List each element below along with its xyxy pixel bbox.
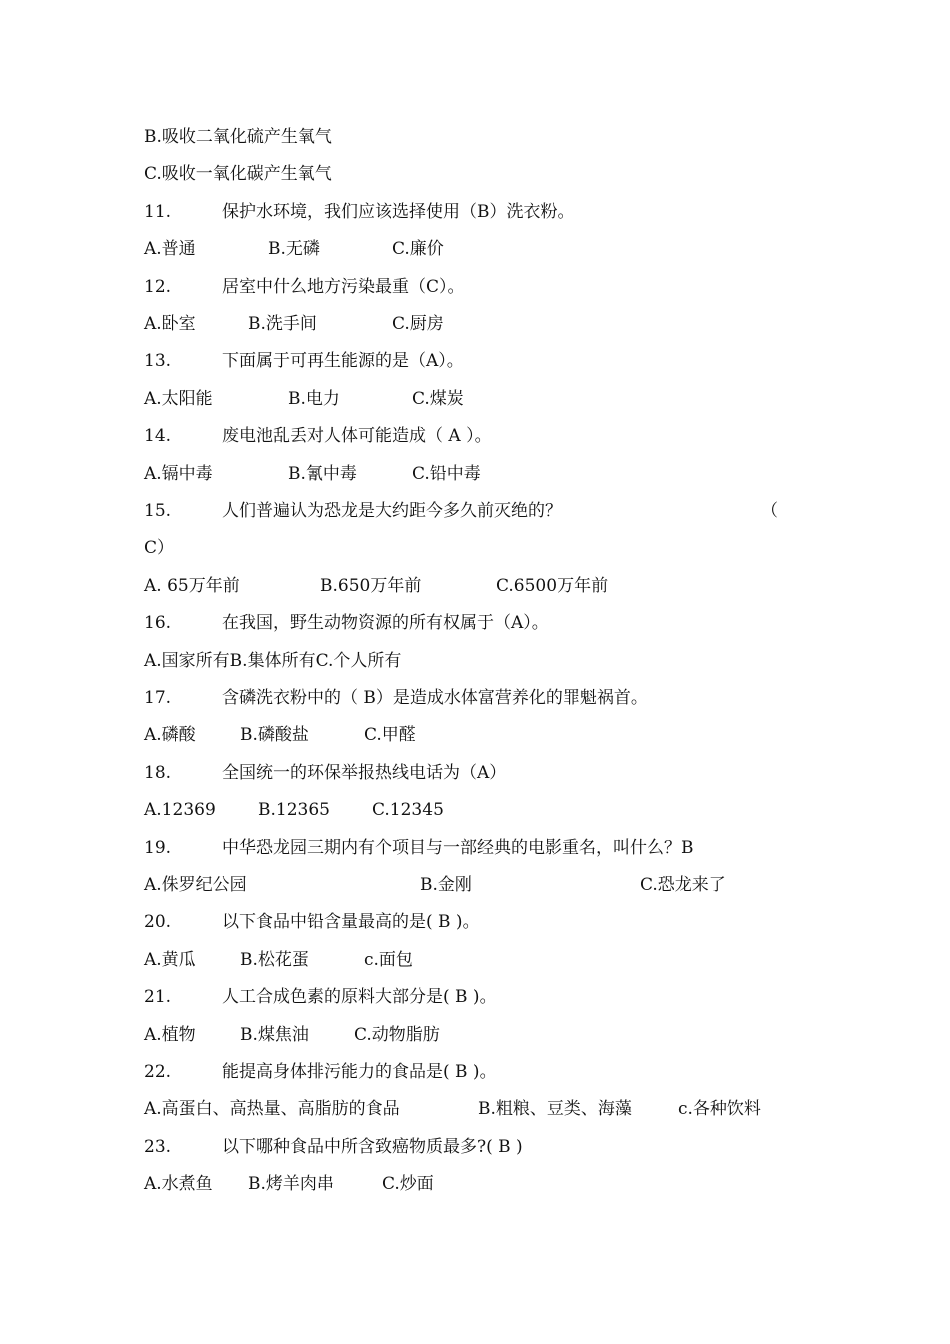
answer-option: B.烤羊肉串 [248, 1174, 334, 1195]
question-line [144, 686, 784, 710]
answer-option: B.煤焦油 [240, 1024, 309, 1045]
answer-option: B.650万年前 [320, 575, 422, 596]
question-line [144, 275, 784, 299]
answer-option: B.吸收二氧化硫产生氧气 [144, 127, 332, 147]
answer-option: A.太阳能 [144, 388, 213, 409]
answer-option: C.吸收一氧化碳产生氧气 [144, 164, 332, 185]
answer-option: C.12345 [372, 800, 444, 821]
question-line [144, 349, 784, 373]
question-number: 15. [144, 501, 172, 521]
answer-option: B.无磷 [268, 239, 320, 260]
question-number: 14. [144, 426, 172, 447]
answer-option: B.电力 [288, 388, 340, 409]
answer-option: c.各种饮料 [678, 1099, 761, 1120]
answer-option: A.水煮鱼 [144, 1174, 213, 1195]
question-number: 20. [144, 912, 172, 933]
answer-option: C.铅中毒 [412, 463, 481, 484]
question-line [144, 1060, 784, 1084]
answer-option: A.磷酸 [144, 725, 196, 746]
question-line [144, 836, 784, 860]
answer-option: A.植物 [144, 1024, 196, 1045]
question-number: 11. [144, 201, 172, 222]
options-line [144, 1023, 784, 1047]
answer-option: B.洗手间 [248, 314, 317, 334]
options-line [144, 798, 784, 822]
options-line [144, 574, 784, 598]
answer-option: C.6500万年前 [496, 575, 609, 596]
options-line [144, 649, 784, 673]
options-line [144, 237, 784, 261]
answer-option: A. 65万年前 [144, 575, 240, 596]
question-number: 12. [144, 276, 172, 297]
answer-option: C.动物脂肪 [354, 1024, 440, 1045]
question-number: 13. [144, 351, 172, 372]
question-number: 16. [144, 613, 172, 634]
question-text: 以下哪种食品中所含致癌物质最多?( B ) [222, 1136, 523, 1157]
answer-option: A.黄瓜 [144, 949, 196, 970]
question-number: 17. [144, 688, 172, 708]
answer-option: A.12369 [144, 800, 216, 821]
answer-option: A.卧室 [144, 314, 196, 334]
answer-option: B.粗粮、豆类、海藻 [478, 1099, 632, 1120]
answer-option: B.磷酸盐 [240, 725, 309, 746]
answer-option: A.侏罗纪公园 [144, 875, 247, 895]
question-text: 全国统一的环保举报热线电话为（A） [222, 762, 507, 783]
question-line [144, 1135, 784, 1159]
question-text: 保护水环境，我们应该选择使用（B）洗衣粉。 [222, 201, 575, 222]
question-line [144, 499, 784, 523]
answer-option: B.12365 [258, 800, 330, 821]
question-line [144, 761, 784, 785]
options-line [144, 536, 784, 560]
options-line [144, 1097, 784, 1121]
question-number: 23. [144, 1136, 172, 1157]
answer-option: C.煤炭 [412, 388, 464, 409]
answer-option: C） [144, 538, 175, 559]
question-text: 能提高身体排污能力的食品是( B )。 [222, 1062, 497, 1082]
question-text: 以下食品中铅含量最高的是( B )。 [222, 912, 480, 933]
answer-option: C.炒面 [382, 1174, 434, 1195]
question-text: 中华恐龙园三期内有个项目与一部经典的电影重名，叫什么？B [222, 837, 694, 858]
options-line [144, 162, 784, 186]
question-number: 22. [144, 1062, 172, 1082]
question-line [144, 200, 784, 224]
question-text: 在我国，野生动物资源的所有权属于（A）。 [222, 613, 549, 634]
answer-option: C.厨房 [392, 314, 444, 334]
options-line [144, 723, 784, 747]
question-text: 下面属于可再生能源的是（A）。 [222, 351, 464, 372]
question-text: 人工合成色素的原料大部分是( B )。 [222, 987, 497, 1008]
answer-option: A.高蛋白、高热量、高脂肪的食品 [144, 1099, 400, 1120]
answer-option: C.甲醛 [364, 725, 416, 746]
question-number: 19. [144, 837, 172, 858]
answer-option: A.国家所有B.集体所有C.个人所有 [144, 650, 402, 671]
answer-option: C.廉价 [392, 239, 444, 260]
question-line [144, 611, 784, 635]
options-line [144, 873, 784, 897]
options-line [144, 125, 784, 149]
question-line [144, 985, 784, 1009]
options-line [144, 948, 784, 972]
options-line [144, 312, 784, 336]
question-text: 含磷洗衣粉中的（ B）是造成水体富营养化的罪魁祸首。 [222, 688, 648, 708]
question-line [144, 910, 784, 934]
question-text: 废电池乱丢对人体可能造成（ A ）。 [222, 426, 492, 447]
question-number: 21. [144, 987, 172, 1008]
answer-paren: （ [761, 501, 778, 521]
answer-option: B.氰中毒 [288, 463, 357, 484]
options-line [144, 462, 784, 486]
question-text: 人们普遍认为恐龙是大约距今多久前灭绝的？ [222, 501, 562, 521]
answer-option: B.松花蛋 [240, 949, 309, 970]
answer-option: B.金刚 [420, 875, 472, 895]
options-line [144, 387, 784, 411]
question-text: 居室中什么地方污染最重（C）。 [222, 276, 465, 297]
answer-option: c.面包 [364, 949, 413, 970]
options-line [144, 1172, 784, 1196]
answer-option: A.镉中毒 [144, 463, 213, 484]
answer-option: A.普通 [144, 239, 196, 260]
answer-option: C.恐龙来了 [640, 875, 726, 895]
question-number: 18. [144, 762, 172, 783]
question-line [144, 424, 784, 448]
